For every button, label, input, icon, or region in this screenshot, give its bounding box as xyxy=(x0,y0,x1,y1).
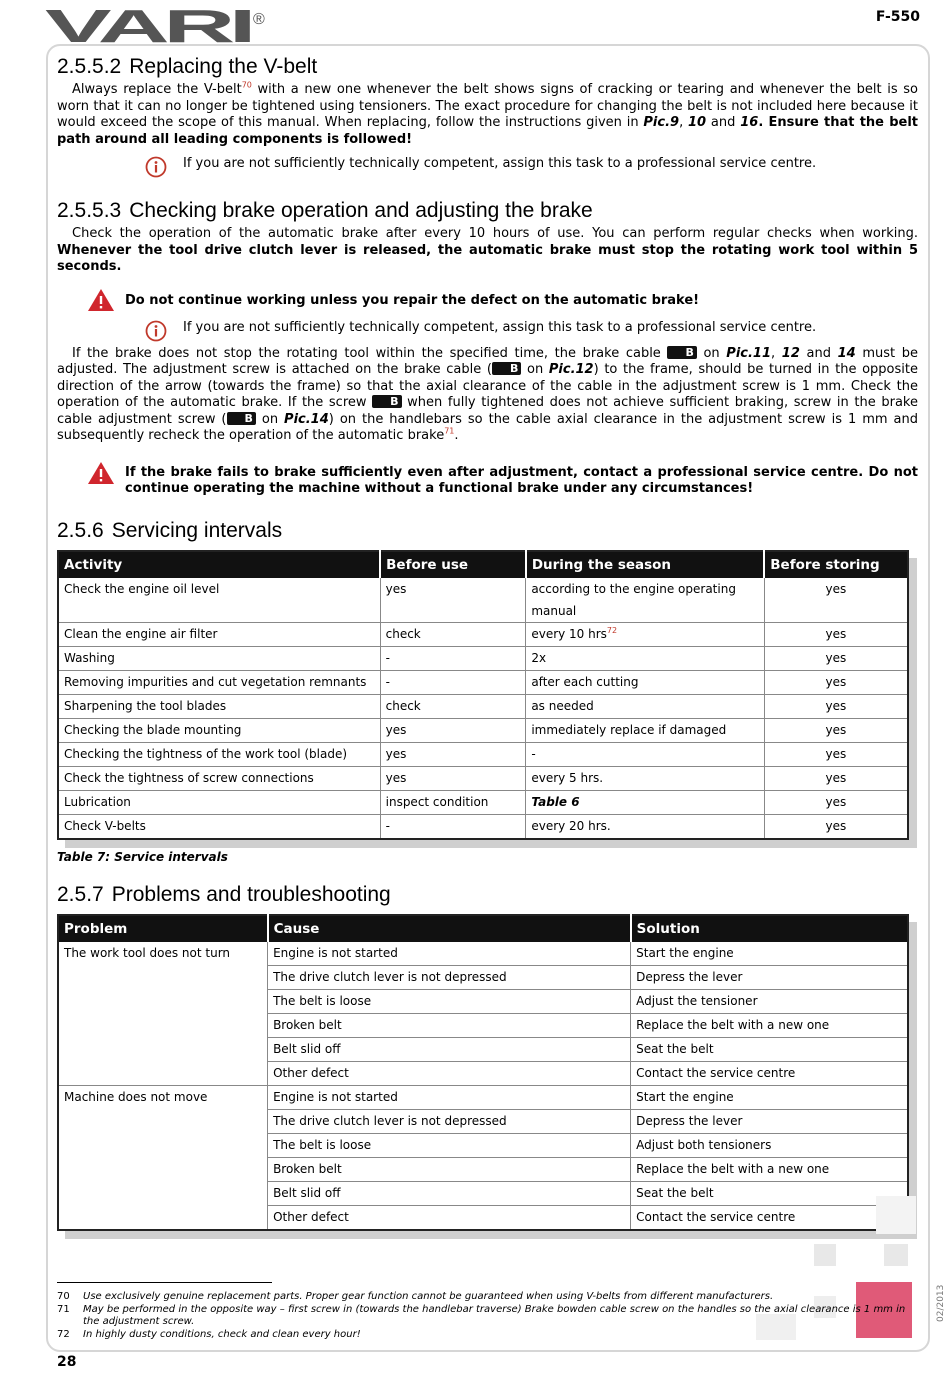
table-row xyxy=(58,578,908,623)
table-cell xyxy=(764,578,908,623)
table-cell xyxy=(58,814,380,839)
cell-text: - xyxy=(531,746,536,761)
section-number: 2.5.5.3 xyxy=(57,199,122,222)
footnote-ref[interactable]: 71 xyxy=(444,426,455,436)
info-circle-icon xyxy=(145,320,167,342)
table-row xyxy=(58,1085,908,1109)
table-header-row xyxy=(58,915,908,942)
table-cell xyxy=(764,790,908,814)
table-row xyxy=(58,942,908,966)
cell-text: yes xyxy=(825,674,847,689)
solution-cell: Seat the belt xyxy=(631,1037,908,1061)
table-cell xyxy=(526,622,764,646)
cell-text: Removing impurities and cut vegetation remnants xyxy=(64,674,367,689)
cell-text: yes xyxy=(825,722,847,737)
warning-text: Do not continue working unless you repair the defect on the automatic brake! xyxy=(125,292,700,308)
problem-cell: Machine does not move xyxy=(58,1085,268,1230)
text: on xyxy=(521,362,549,377)
note-text: If you are not sufficiently technically competent, assign this task to a professional service centre. xyxy=(183,156,817,171)
footnote-number: 71 xyxy=(57,1303,70,1315)
pic-ref: Pic.11 xyxy=(726,345,772,361)
column-header: Activity xyxy=(58,551,380,578)
solution-cell: Replace the belt with a new one xyxy=(631,1157,908,1181)
section-number: 2.5.7 xyxy=(57,882,104,906)
cell-text: yes xyxy=(385,770,407,785)
text: and xyxy=(706,115,741,130)
note-text: If you are not sufficiently technically competent, assign this task to a professional service centre. xyxy=(183,319,817,335)
solution-cell: Depress the lever xyxy=(631,1109,908,1133)
text: If the brake does not stop the rotating tool within the specified time, the brake cable xyxy=(72,345,668,361)
cause-cell: Belt slid off xyxy=(268,1037,631,1061)
section-heading-servicing xyxy=(57,518,918,544)
svg-text:VARI: VARI xyxy=(45,8,251,44)
cause-cell: The belt is loose xyxy=(268,1133,631,1157)
section-title: Problems and troubleshooting xyxy=(111,882,391,906)
pic-ref: 16 xyxy=(740,115,759,130)
label-b-box: B xyxy=(667,346,696,359)
table-row xyxy=(58,694,908,718)
page-number: 28 xyxy=(57,1354,77,1370)
column-header: Problem xyxy=(58,915,268,942)
table-cell xyxy=(526,694,764,718)
table-cell xyxy=(58,694,380,718)
table-row xyxy=(58,670,908,694)
label-b-box: B xyxy=(492,362,521,375)
text: ) to the frame, should be turned in the opposite direction of the arrow (towards the frame) so that the axial clearance of the cable in the adjustment screw is 1 mm. Check the operation of the automatic brake. If the screw xyxy=(57,362,918,410)
pic-ref: Pic.14 xyxy=(284,411,329,427)
cause-cell: Broken belt xyxy=(268,1013,631,1037)
table-row xyxy=(58,742,908,766)
table-caption: Table 7: Service intervals xyxy=(57,849,228,864)
table-header-row xyxy=(58,551,908,578)
footnote-text: Use exclusively genuine replacement parts. Proper gear function cannot be guaranteed when using V-belts from different manufacturers. xyxy=(83,1291,774,1302)
solution-cell: Seat the belt xyxy=(631,1181,908,1205)
table-cell xyxy=(526,814,764,839)
footnote-ref[interactable]: 72 xyxy=(606,625,618,635)
cell-text: - xyxy=(385,818,390,833)
deco-square xyxy=(876,1196,916,1234)
bold-text: . Ensure that the belt path around all leading components is followed! xyxy=(57,115,918,147)
cell-text: yes xyxy=(825,626,847,641)
cell-text: Checking the blade mounting xyxy=(64,722,242,737)
problem-cell: The work tool does not turn xyxy=(58,942,268,1086)
footnote xyxy=(57,1329,917,1342)
footnote-number: 70 xyxy=(57,1291,70,1302)
pic-ref: 10 xyxy=(688,115,707,130)
label-b-box: B xyxy=(372,395,401,408)
warning-triangle-icon xyxy=(87,288,115,312)
column-header: Solution xyxy=(631,915,908,942)
table-row xyxy=(58,790,908,814)
table-cell xyxy=(380,814,526,839)
table-cell xyxy=(764,718,908,742)
cell-text: yes xyxy=(825,746,847,761)
table-cell xyxy=(380,742,526,766)
cell-text: Clean the engine air filter xyxy=(64,626,218,641)
warning-note xyxy=(57,461,918,498)
cell-text: yes xyxy=(825,818,847,833)
label-b-box: B xyxy=(227,412,256,425)
cell-text: Check the tightness of screw connections xyxy=(64,770,314,785)
table-cell xyxy=(380,694,526,718)
footnote-ref[interactable]: 70 xyxy=(241,80,252,90)
column-header: Cause xyxy=(268,915,631,942)
table-cell xyxy=(58,646,380,670)
section-title: Servicing intervals xyxy=(111,518,283,542)
section-title: Checking brake operation and adjusting the brake xyxy=(129,199,593,222)
section-number: 2.5.6 xyxy=(57,518,104,542)
cell-text: check xyxy=(385,698,421,713)
table-row xyxy=(58,766,908,790)
cell-text: yes xyxy=(385,581,407,596)
cell-text: 2x xyxy=(531,650,547,665)
cell-text: yes xyxy=(825,581,847,596)
solution-cell: Replace the belt with a new one xyxy=(631,1013,908,1037)
cause-cell: Belt slid off xyxy=(268,1181,631,1205)
text: when fully tightened does not achieve sufficient braking, screw in the brake cable adjustment screw ( xyxy=(57,395,918,427)
text: Always replace the V-belt xyxy=(72,82,242,97)
cell-text: inspect condition xyxy=(385,794,489,809)
table-cell xyxy=(58,766,380,790)
cell-text: yes xyxy=(825,698,847,713)
section-number: 2.5.5.2 xyxy=(57,55,122,78)
text: Check the operation of the automatic brake after every 10 hours of use. You can perform regular checks when working. xyxy=(72,226,918,241)
table-cell xyxy=(380,670,526,694)
cell-text: every 5 hrs. xyxy=(531,770,604,785)
table-cell xyxy=(58,670,380,694)
table-cell xyxy=(764,622,908,646)
cause-cell: Engine is not started xyxy=(268,1085,631,1109)
cell-text: every 20 hrs. xyxy=(531,818,611,833)
column-header: Before use xyxy=(380,551,526,578)
table-cell xyxy=(380,766,526,790)
model-id: F-550 xyxy=(875,9,920,25)
text: , xyxy=(771,345,782,361)
text: must be adjusted. The adjustment screw is attached on the brake cable ( xyxy=(57,345,918,377)
vbelt-paragraph xyxy=(57,82,918,148)
footnote-text: In highly dusty conditions, check and clean every hour! xyxy=(83,1328,361,1340)
table-cell xyxy=(380,622,526,646)
cell-text: Check the engine oil level xyxy=(64,581,220,596)
warning-text: If the brake fails to brake sufficiently even after adjustment, contact a professional service centre. Do not continue operating the machine without a functional brake under any circumstances! xyxy=(125,464,918,496)
table-cell xyxy=(380,718,526,742)
deco-square xyxy=(884,1244,908,1266)
cell-text: after each cutting xyxy=(531,674,639,689)
cell-text: - xyxy=(385,650,390,665)
table-cell xyxy=(764,694,908,718)
service-intervals-table xyxy=(57,550,909,840)
table-cell xyxy=(58,578,380,623)
cell-text: Checking the tightness of the work tool (blade) xyxy=(64,746,348,761)
table-row xyxy=(58,814,908,839)
section-heading-troubleshooting xyxy=(57,882,918,908)
cell-text: Check V-belts xyxy=(64,818,146,833)
table-cell xyxy=(764,670,908,694)
cell-text: according to the engine operating manual xyxy=(531,581,736,618)
footnote-number: 72 xyxy=(57,1328,70,1340)
solution-cell: Start the engine xyxy=(631,942,908,966)
info-note xyxy=(145,320,918,342)
brake-paragraph-1 xyxy=(57,226,918,276)
table-cell xyxy=(526,790,764,814)
main-content xyxy=(57,54,918,1231)
table-cell xyxy=(380,578,526,623)
troubleshooting-table-body xyxy=(58,942,908,1230)
footnote-list xyxy=(57,1291,917,1341)
cell-text: yes xyxy=(385,722,407,737)
vari-logo xyxy=(45,8,275,48)
cell-text: - xyxy=(385,674,390,689)
cell-text: Sharpening the tool blades xyxy=(64,698,227,713)
cell-text: Lubrication xyxy=(64,794,131,809)
cell-text: immediately replace if damaged xyxy=(531,722,727,737)
section-heading-brake xyxy=(57,198,918,224)
table-row xyxy=(58,622,908,646)
pic-ref: Pic.9 xyxy=(643,115,680,130)
pic-ref: 12 xyxy=(781,345,800,361)
bold-text: Whenever the tool drive clutch lever is released, the automatic brake must stop the rotating work tool within 5 seconds. xyxy=(57,242,918,274)
text: . xyxy=(454,428,459,443)
pic-ref: 14 xyxy=(837,345,856,361)
solution-cell: Adjust both tensioners xyxy=(631,1133,908,1157)
footnote-text: May be performed in the opposite way – first screw in (towards the handlebar traverse) Brake bowden cable screw on the handles so the axial clearance is 1 mm in the adjustment screw. xyxy=(83,1303,906,1327)
solution-cell: Start the engine xyxy=(631,1085,908,1109)
cell-text: Table 6 xyxy=(531,794,580,809)
table-cell xyxy=(526,766,764,790)
text: with a new one whenever the belt shows signs of cracking or tearing and whenever the belt is so worn that it can no longer be tightened using tensioners. The exact procedure for changing the belt is not included here because it would exceed the scope of this manual. When replacing, follow the instructions given in xyxy=(57,82,918,130)
table-cell xyxy=(58,718,380,742)
cell-text: yes xyxy=(825,794,847,809)
table-cell xyxy=(58,622,380,646)
table-cell xyxy=(764,646,908,670)
table-cell xyxy=(380,646,526,670)
table-cell xyxy=(764,742,908,766)
table-cell xyxy=(526,646,764,670)
cause-cell: Other defect xyxy=(268,1061,631,1085)
cell-text: every 10 hrs xyxy=(531,626,607,641)
solution-cell: Contact the service centre xyxy=(631,1205,908,1230)
table-row xyxy=(58,646,908,670)
info-circle-icon xyxy=(145,156,167,178)
text: and xyxy=(799,345,838,361)
cell-text: Washing xyxy=(64,650,115,665)
cause-cell: Other defect xyxy=(268,1205,631,1230)
vari-logo-mark xyxy=(45,8,275,44)
warning-triangle-icon xyxy=(87,461,115,485)
table-cell xyxy=(526,578,764,623)
footnotes xyxy=(57,1282,917,1341)
table-cell xyxy=(58,742,380,766)
cell-text: as needed xyxy=(531,698,594,713)
cause-cell: The drive clutch lever is not depressed xyxy=(268,1109,631,1133)
issue-date: 02/2013 xyxy=(936,1284,946,1322)
table-cell xyxy=(764,766,908,790)
cause-cell: Broken belt xyxy=(268,1157,631,1181)
warning-note xyxy=(57,288,918,312)
troubleshooting-table xyxy=(57,914,909,1231)
column-header: During the season xyxy=(526,551,764,578)
column-header: Before storing xyxy=(764,551,908,578)
brake-paragraph-2 xyxy=(57,346,918,445)
cause-cell: The belt is loose xyxy=(268,989,631,1013)
cause-cell: The drive clutch lever is not depressed xyxy=(268,965,631,989)
table-cell xyxy=(526,718,764,742)
cell-text: yes xyxy=(825,650,847,665)
table-row xyxy=(58,718,908,742)
deco-square xyxy=(814,1244,836,1266)
section-heading-replacing-vbelt xyxy=(57,54,918,80)
table-cell xyxy=(764,814,908,839)
cell-text: yes xyxy=(825,770,847,785)
table-cell xyxy=(526,742,764,766)
table-cell xyxy=(380,790,526,814)
cell-text: check xyxy=(385,626,421,641)
section-title: Replacing the V-belt xyxy=(129,55,318,78)
table-cell xyxy=(58,790,380,814)
text: , xyxy=(679,115,689,130)
cell-text: yes xyxy=(385,746,407,761)
svg-text:®: ® xyxy=(253,11,265,28)
text: on xyxy=(255,411,285,427)
pic-ref: Pic.12 xyxy=(548,362,594,377)
text: ) on the handlebars so the cable axial clearance in the adjustment screw is 1 mm and subsequently recheck the operation of the automatic brake xyxy=(57,411,919,443)
footnote-divider xyxy=(57,1282,272,1283)
info-note xyxy=(145,156,918,178)
text: on xyxy=(696,345,727,361)
cause-cell: Engine is not started xyxy=(268,942,631,966)
footnote xyxy=(57,1291,917,1304)
solution-cell: Depress the lever xyxy=(631,965,908,989)
service-table-body xyxy=(58,578,908,839)
solution-cell: Contact the service centre xyxy=(631,1061,908,1085)
table-cell xyxy=(526,670,764,694)
solution-cell: Adjust the tensioner xyxy=(631,989,908,1013)
footnote xyxy=(57,1304,917,1329)
